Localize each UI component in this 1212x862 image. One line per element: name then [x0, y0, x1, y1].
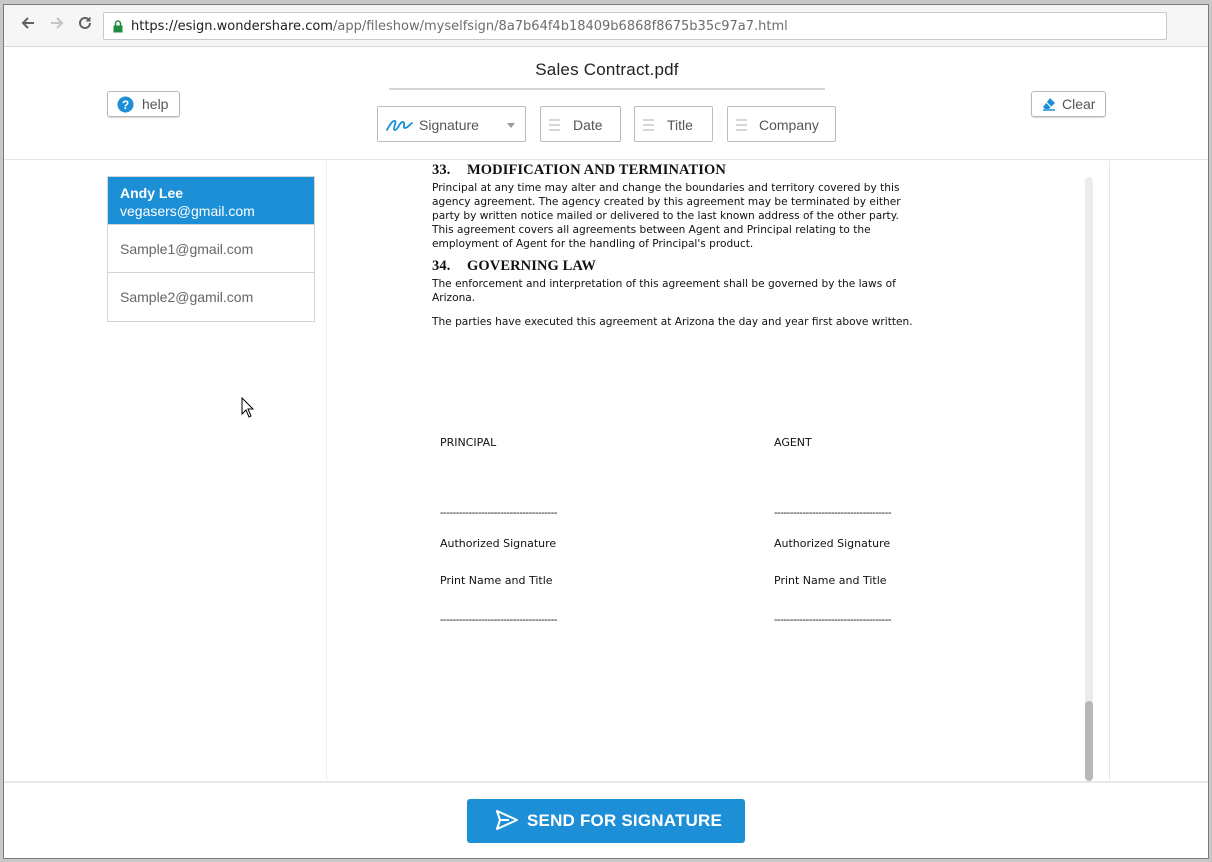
- date-field-label: Date: [573, 117, 603, 133]
- date-field-button[interactable]: [540, 106, 621, 142]
- agent-signature-line: -------------------------------------: [774, 507, 892, 519]
- drag-handle-icon: [643, 118, 654, 132]
- document-title: Sales Contract.pdf: [535, 60, 679, 79]
- section-number: 33.: [432, 162, 451, 178]
- help-icon: [117, 96, 134, 113]
- title-divider: [389, 88, 825, 90]
- signer-email: vegasers@gmail.com: [120, 203, 255, 219]
- browser-window: [3, 4, 1209, 859]
- send-for-signature-label: SEND FOR SIGNATURE: [527, 811, 723, 830]
- drag-handle-icon: [549, 118, 560, 132]
- principal-print-name: Print Name and Title: [440, 574, 553, 587]
- agent-name-line: -------------------------------------: [774, 614, 892, 626]
- lock-icon: [113, 20, 123, 33]
- reload-icon[interactable]: [74, 14, 96, 36]
- signer-item[interactable]: [108, 273, 314, 321]
- back-icon[interactable]: [17, 14, 39, 36]
- forward-icon[interactable]: [46, 14, 68, 36]
- eraser-icon: [1041, 96, 1057, 112]
- svg-text:?: ?: [121, 97, 130, 112]
- agent-label: AGENT: [774, 436, 812, 449]
- signature-icon: [386, 116, 414, 132]
- company-field-label: Company: [759, 117, 819, 133]
- footer: [4, 781, 1208, 859]
- section-title: MODIFICATION AND TERMINATION: [467, 162, 726, 178]
- signer-name: Andy Lee: [120, 185, 184, 201]
- drag-handle-icon: [736, 118, 747, 132]
- send-icon: [495, 808, 519, 832]
- signer-email: Sample1@gmail.com: [120, 241, 254, 257]
- company-field-button[interactable]: [727, 106, 836, 142]
- section-33-heading: [432, 163, 972, 177]
- url-path: /app/fileshow/myselfsign/8a7b64f4b18409b6868f8675b35c97a7.html: [332, 19, 788, 34]
- principal-signature-line: -------------------------------------: [440, 507, 558, 519]
- clear-button[interactable]: [1031, 91, 1106, 117]
- section-34-heading: [432, 259, 972, 273]
- chevron-down-icon[interactable]: [507, 123, 515, 128]
- title-field-label: Title: [667, 117, 693, 133]
- send-for-signature-button[interactable]: [467, 799, 745, 843]
- agent-authorized-signature: Authorized Signature: [774, 537, 891, 550]
- app-header: [4, 48, 1208, 160]
- signer-item-active[interactable]: [108, 177, 314, 225]
- principal-name-line: -------------------------------------: [440, 614, 558, 626]
- principal-label: PRINCIPAL: [440, 436, 497, 449]
- clear-label: Clear: [1062, 96, 1096, 112]
- signature-field-label: Signature: [419, 117, 479, 133]
- agent-print-name: Print Name and Title: [774, 574, 887, 587]
- toolbar-extension-area: [1167, 12, 1201, 40]
- document-scrollbar[interactable]: [1085, 177, 1093, 780]
- document-page: [432, 163, 972, 333]
- section-33-body: Principal at any time may alter and change the boundaries and territory covered by this agency agreement. The agency created by this agreement may be terminated by either party by written notice mailed or delivered to the last known address of the other party. This agreement covers all agreements between Agent and Principal relating to the employment of Agent for the handling of Principal's product.: [432, 182, 901, 250]
- scrollbar-thumb[interactable]: [1085, 701, 1093, 781]
- help-label: help: [142, 96, 169, 112]
- browser-toolbar: [4, 5, 1208, 47]
- section-number: 34.: [432, 258, 451, 274]
- document-viewer[interactable]: [326, 161, 1110, 781]
- principal-authorized-signature: Authorized Signature: [440, 537, 557, 550]
- help-button[interactable]: [107, 91, 180, 117]
- url-host: https://esign.wondershare.com: [131, 19, 333, 34]
- mouse-cursor-icon: [241, 397, 255, 419]
- signer-list: [107, 176, 315, 322]
- signer-email: Sample2@gamil.com: [120, 289, 254, 305]
- section-title: GOVERNING LAW: [467, 258, 596, 274]
- signer-item[interactable]: [108, 225, 314, 273]
- section-34-body: The enforcement and interpretation of this agreement shall be governed by the laws of Arizona.: [432, 278, 896, 304]
- title-field-button[interactable]: [634, 106, 713, 142]
- signature-field-button[interactable]: [377, 106, 526, 142]
- closing-statement: The parties have executed this agreement at Arizona the day and year first above written.: [432, 316, 913, 328]
- url-text: [131, 19, 788, 34]
- address-bar[interactable]: [103, 12, 1167, 40]
